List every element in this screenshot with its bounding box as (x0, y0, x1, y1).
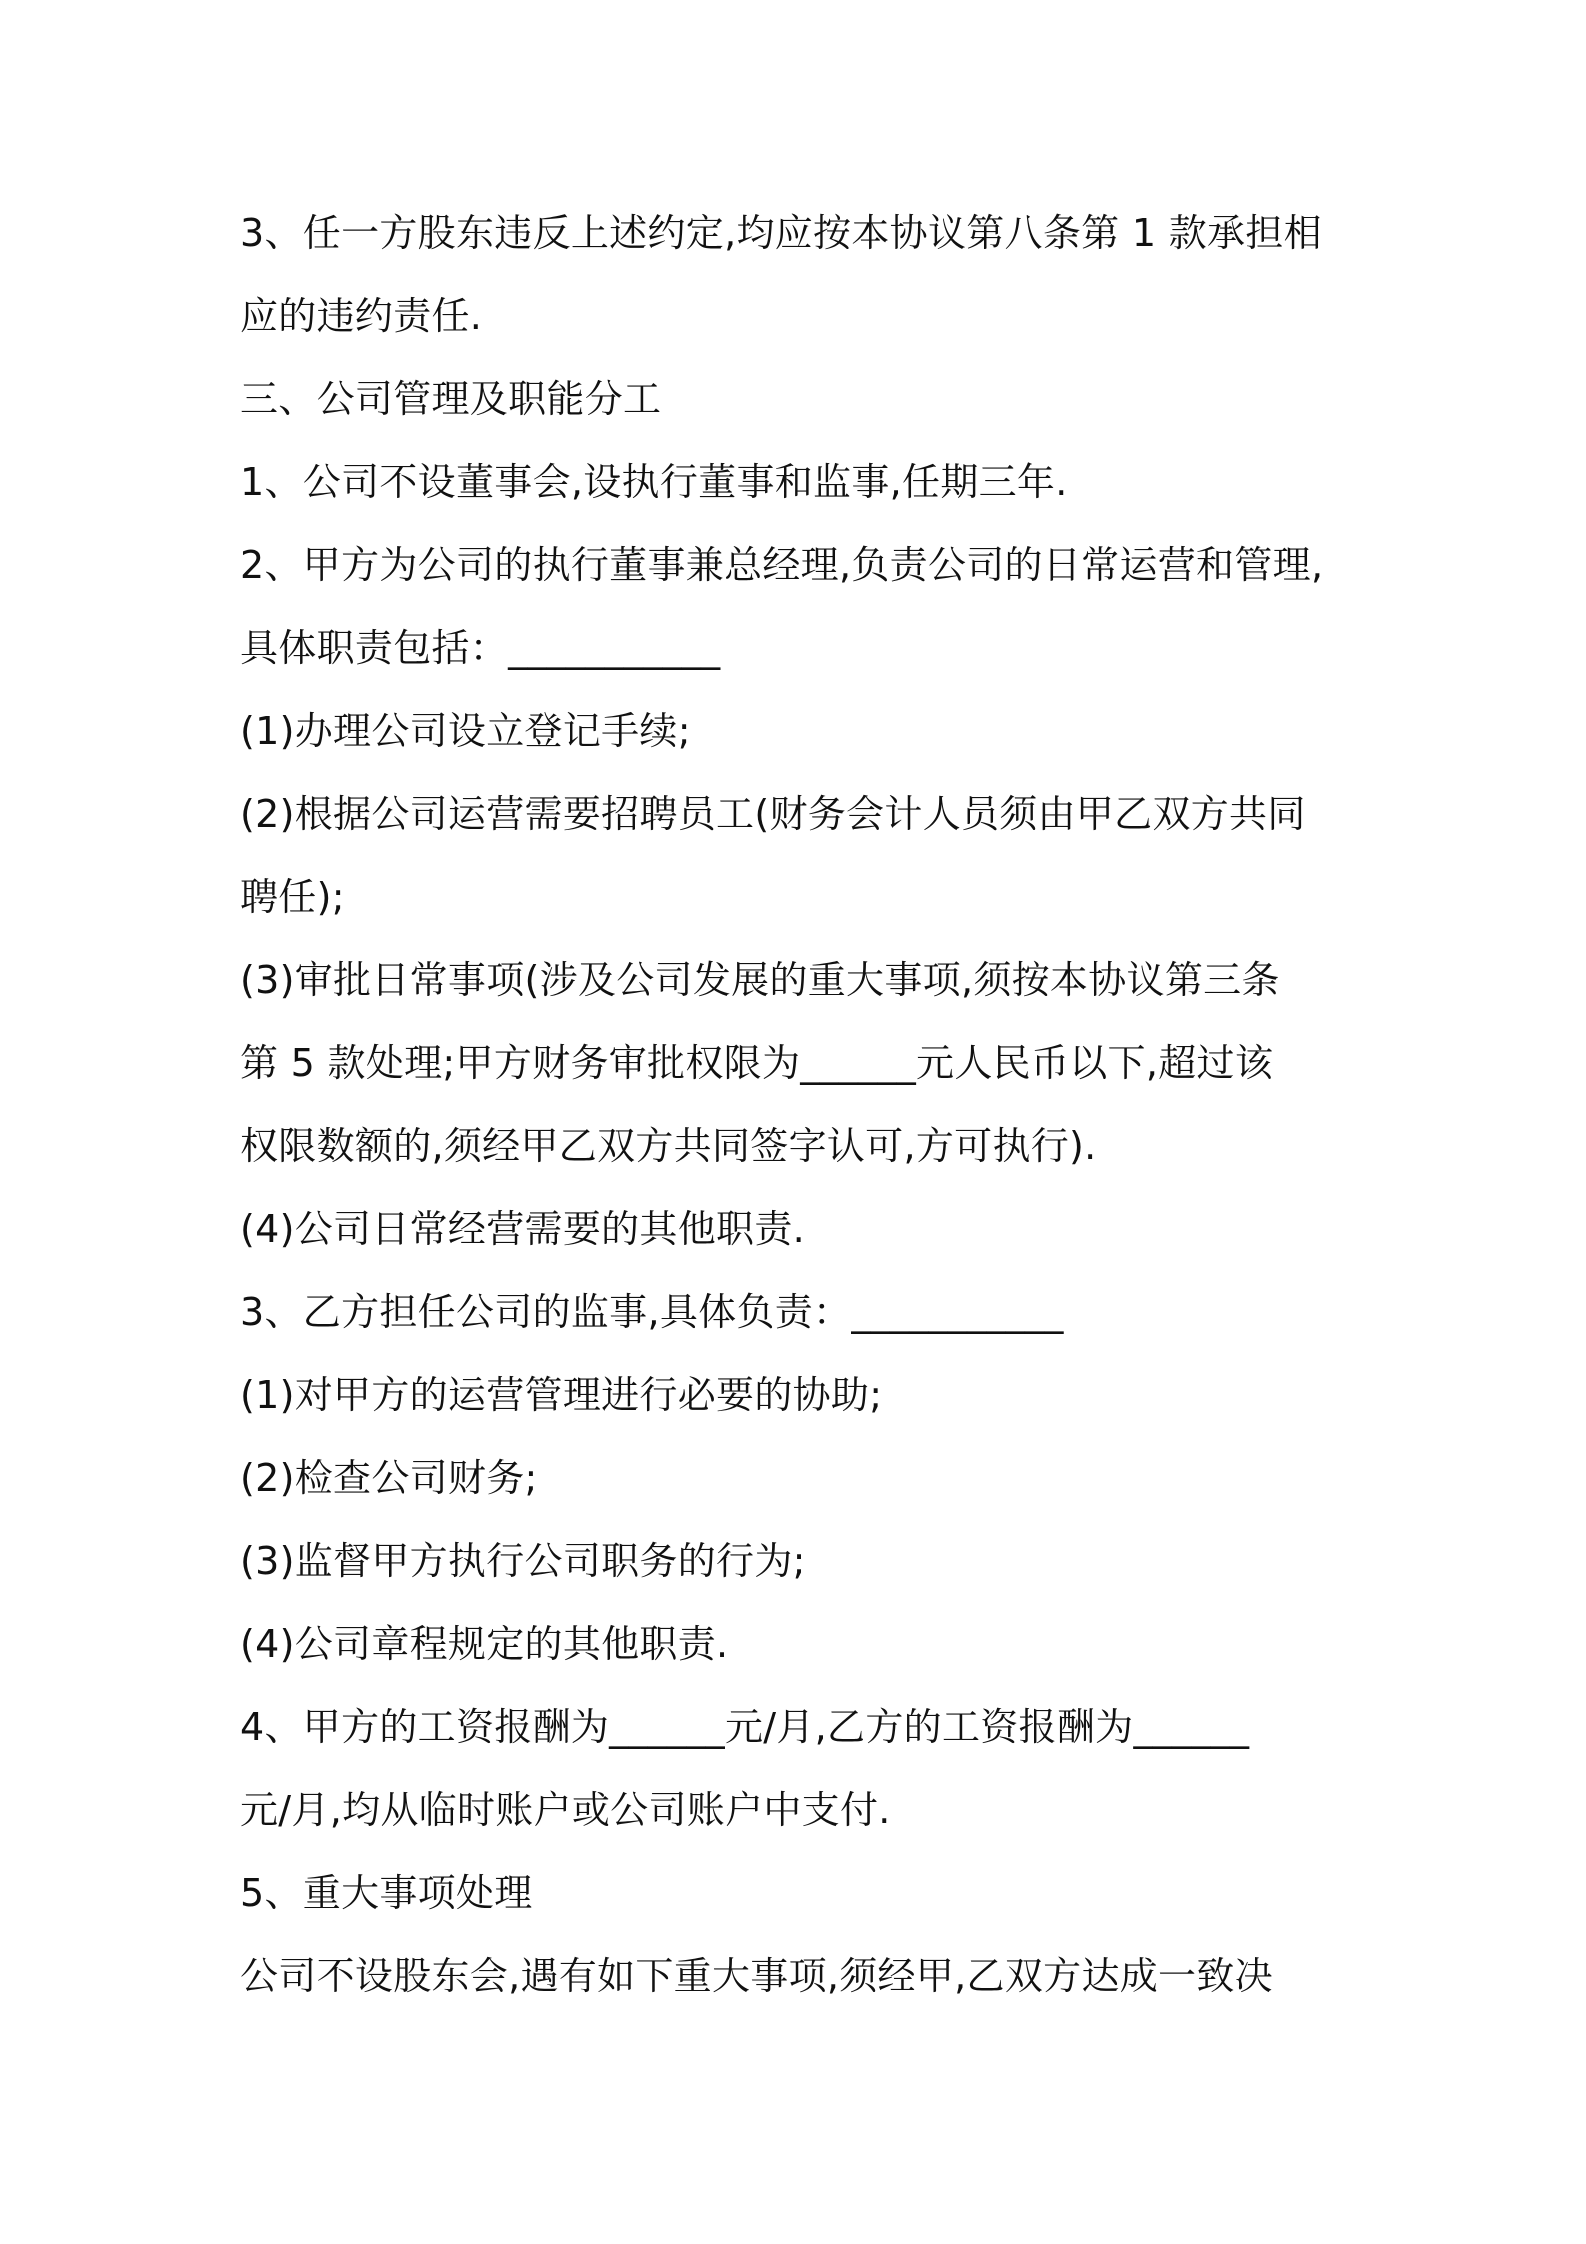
clause-3-party-b: 3、乙方担任公司的监事,具体负责：___________ (240, 1290, 1064, 1334)
duty-b-2: (2)检查公司财务; (240, 1456, 538, 1500)
document-body (240, 192, 1360, 2018)
clause-2-party-a-line-1: 2、甲方为公司的执行董事兼总经理,负责公司的日常运营和管理, (240, 543, 1324, 587)
clause-4-salary-line-1: 4、甲方的工资报酬为______元/月,乙方的工资报酬为______ (240, 1705, 1250, 1749)
clause-2-party-a-line-2: 具体职责包括：___________ (240, 626, 721, 670)
clause-4-salary-line-2: 元/月,均从临时账户或公司账户中支付. (240, 1788, 891, 1832)
clause-5-body-line-1: 公司不设股东会,遇有如下重大事项,须经甲,乙双方达成一致决 (240, 1954, 1273, 1998)
clause-1-board: 1、公司不设董事会,设执行董事和监事,任期三年. (240, 460, 1068, 504)
duty-a-3-line-1: (3)审批日常事项(涉及公司发展的重大事项,须按本协议第三条 (240, 958, 1280, 1002)
duty-b-4: (4)公司章程规定的其他职责. (240, 1622, 729, 1666)
duty-a-3-line-2: 第 5 款处理;甲方财务审批权限为______元人民币以下,超过该 (240, 1041, 1274, 1085)
duty-a-2-line-1: (2)根据公司运营需要招聘员工(财务会计人员须由甲乙双方共同 (240, 792, 1306, 836)
clause-3-breach-line-1: 3、任一方股东违反上述约定,均应按本协议第八条第 1 款承担相 (240, 211, 1322, 255)
duty-a-3-line-3: 权限数额的,须经甲乙双方共同签字认可,方可执行). (240, 1124, 1097, 1168)
duty-a-4: (4)公司日常经营需要的其他职责. (240, 1207, 806, 1251)
section-3-heading: 三、公司管理及职能分工 (240, 377, 662, 421)
duty-b-1: (1)对甲方的运营管理进行必要的协助; (240, 1373, 883, 1417)
duty-a-1: (1)办理公司设立登记手续; (240, 709, 691, 753)
duty-a-2-line-2: 聘任); (240, 875, 345, 919)
clause-5-heading: 5、重大事项处理 (240, 1871, 533, 1915)
clause-3-breach-line-2: 应的违约责任. (240, 294, 483, 338)
duty-b-3: (3)监督甲方执行公司职务的行为; (240, 1539, 806, 1583)
